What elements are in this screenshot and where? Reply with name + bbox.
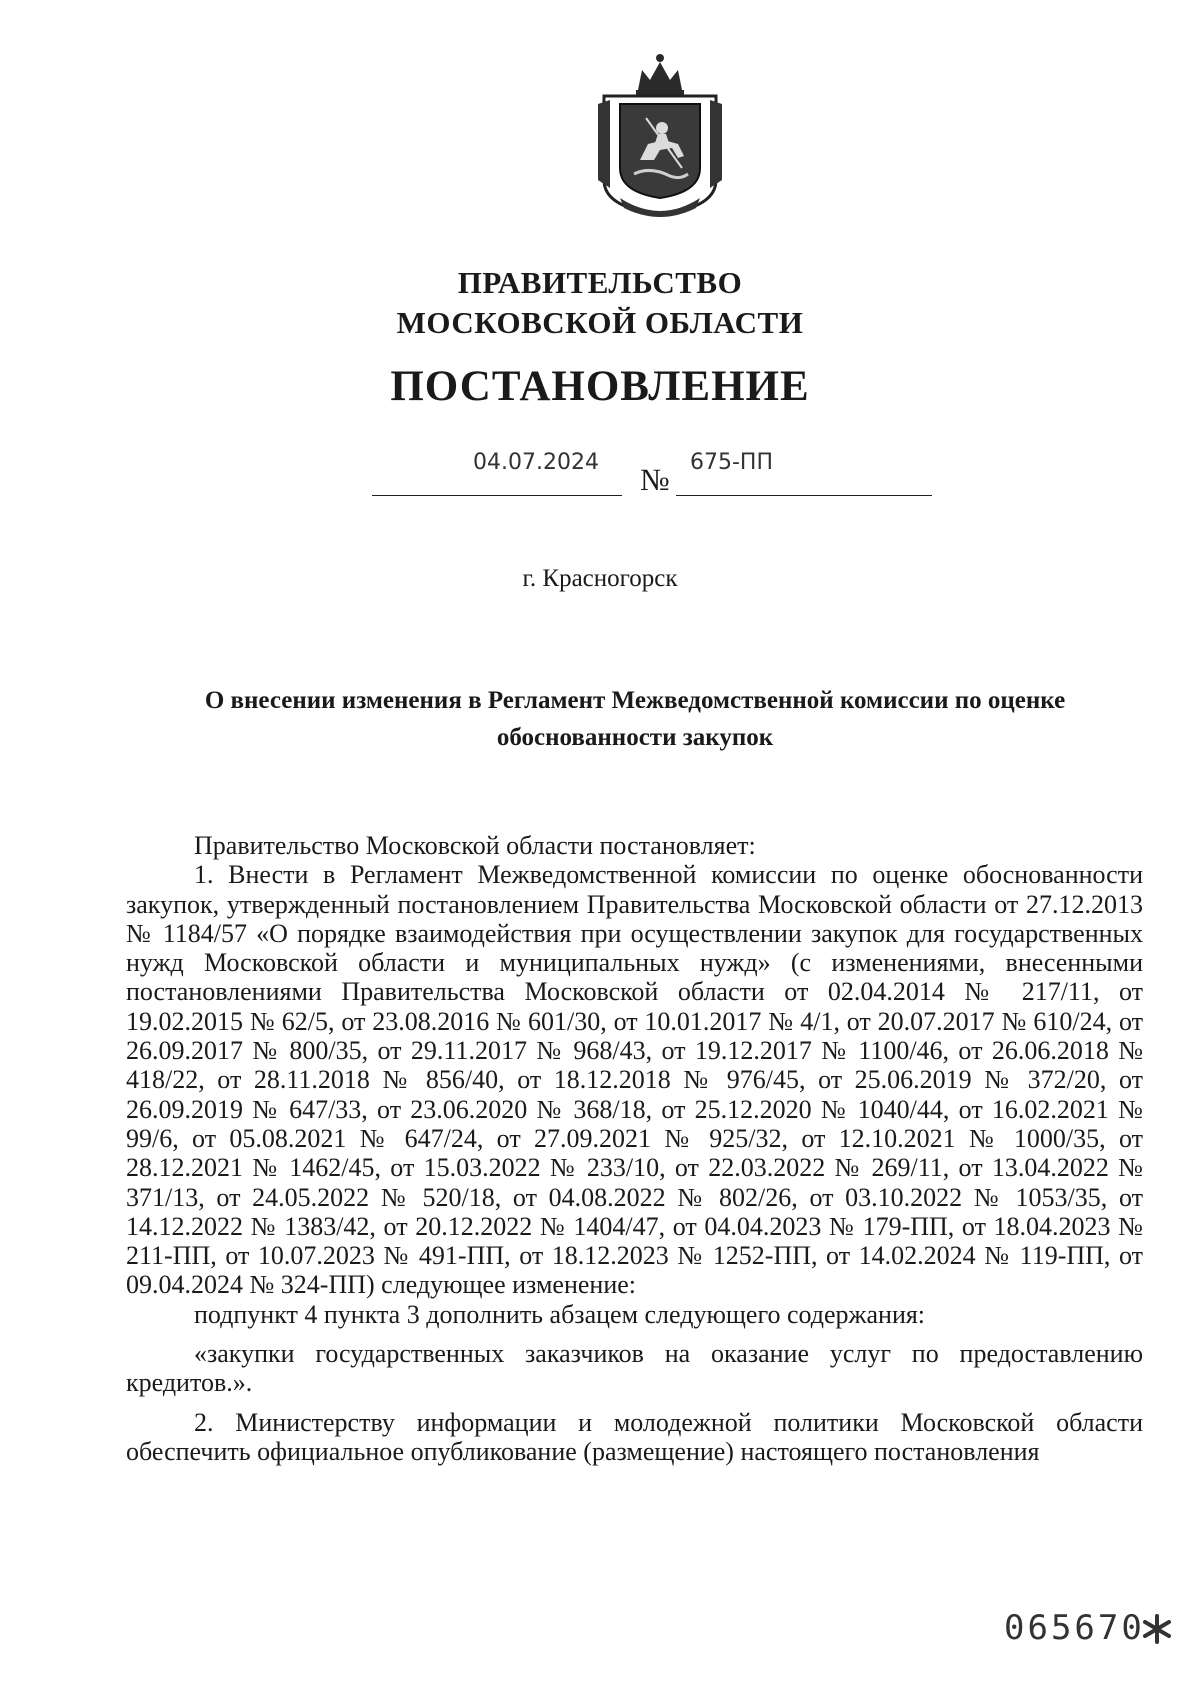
- government-title-line2: МОСКОВСКОЙ ОБЛАСТИ: [396, 305, 804, 340]
- document-type-title: ПОСТАНОВЛЕНИЕ: [390, 363, 810, 410]
- body-paragraph-4: 2. Министерству информации и молодежной политики Московской области обеспечить официальное опубликование (размещение) настоящего постановления: [126, 1407, 1143, 1466]
- government-title: [0, 263, 1200, 343]
- body-paragraph-1: 1. Внести в Регламент Межведомственной комиссии по оценке обоснованности закупок, утвержденный постановлением Правительства Московской области от 27.12.2013 № 1184/57 «О порядке взаимодействия при осуществлении закупок для государственных нужд Московской области и муниципальных нужд» (с изменениями, внесенными постановлениями Правительства Московской области от 02.04.2014 № 217/11, от 19.02.2015 № 62/5, от 23.08.2016 № 601/30, от 10.01.2017 № 4/1, от 20.07.2017 № 610/24, от 26.09.2017 № 800/35, от 29.11.2017 № 968/43, от 19.12.2017 № 1100/46, от 26.06.2018 № 418/22, от 28.11.2018 № 856/40, от 18.12.2018 № 976/45, от 25.06.2019 № 372/20, от 26.09.2019 № 647/33, от 23.06.2020 № 368/18, от 25.12.2020 № 1040/44, от 16.02.2021 № 99/6, от 05.08.2021 № 647/24, от 27.09.2021 № 925/32, от 12.10.2021 № 1000/35, от 28.12.2021 № 1462/45, от 15.03.2022 № 233/10, от 22.03.2022 № 269/11, от 13.04.2022 № 371/13, от 24.05.2022 № 520/18, от 04.08.2022 № 802/26, от 03.10.2022 № 1053/35, от 14.12.2022 № 1383/42, от 20.12.2022 № 1404/47, от 04.04.2023 № 179-ПП, от 18.04.2023 № 211-ПП, от 10.07.2023 № 491-ПП, от 18.12.2023 № 1252-ПП, от 14.02.2024 № 119-ПП, от 09.04.2024 № 324-ПП) следующее изменение:: [126, 860, 1143, 1300]
- date-underline: [372, 495, 622, 496]
- body-intro: Правительство Московской области постановляет:: [194, 831, 756, 860]
- city-location: г. Красногорск: [522, 565, 678, 592]
- coat-of-arms-emblem: [590, 48, 730, 218]
- asterisk-mark-icon: [1140, 1612, 1174, 1646]
- body-paragraph-2: подпункт 4 пункта 3 дополнить абзацем следующего содержания:: [194, 1299, 926, 1329]
- subject-line1: О внесении изменения в Регламент Межведомственной комиссии по оценке: [204, 687, 1066, 714]
- document-subject: [140, 682, 1130, 756]
- body-paragraph-3: «закупки государственных заказчиков на оказание услуг по предоставлению кредитов.».: [126, 1339, 1143, 1398]
- serial-number: 065670: [1004, 1608, 1145, 1648]
- document-body: [126, 831, 1143, 1466]
- document-number: 675-ПП: [690, 450, 774, 475]
- number-underline: [676, 495, 932, 496]
- document-date: 04.07.2024: [473, 450, 599, 475]
- number-sign: №: [640, 462, 670, 497]
- subject-line2: обоснованности закупок: [496, 724, 774, 751]
- government-title-line1: ПРАВИТЕЛЬСТВО: [457, 265, 743, 300]
